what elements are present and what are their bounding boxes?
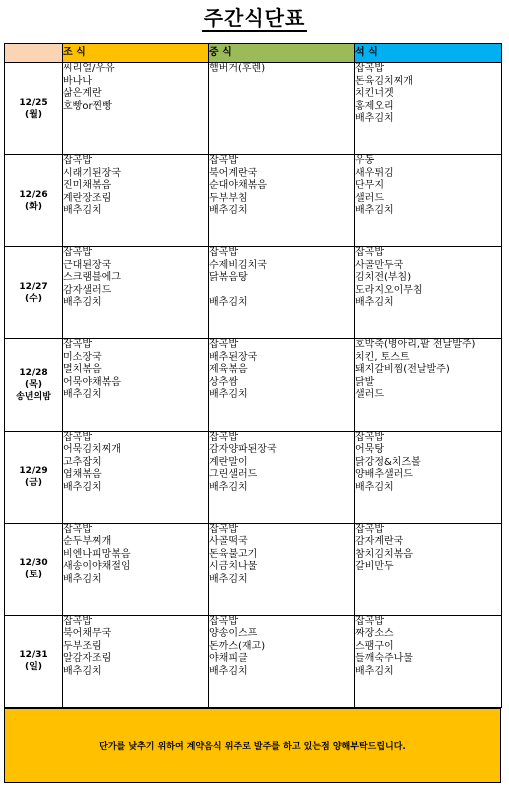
menu-item [209,285,354,298]
menu-item: 두부조림 [63,640,102,652]
breakfast-cell [63,339,209,431]
menu-item: 알감자조림 [63,653,112,665]
menu-item: 잡곡밥 [63,431,92,443]
dinner-cell [355,431,502,523]
menu-item: 닭강정&치즈볼 [355,456,421,468]
date-cell [5,155,63,247]
menu-item: 배추김치 [209,573,248,585]
date-cell [5,339,63,431]
menu-item: 잡곡밥 [63,247,92,259]
menu-item: 어묵야채볶음 [63,376,121,388]
dinner-cell [355,615,502,707]
menu-item: 수제비김치국 [209,259,267,271]
menu-item: 스크램블에그 [63,272,121,284]
menu-item: 진미채볶음 [63,180,112,192]
date-weekday: (토) [25,570,42,581]
menu-item: 잡곡밥 [209,155,238,167]
dinner-header: 석 식 [355,44,502,63]
menu-item: 감자샐러드 [63,284,112,296]
dinner-cell [355,63,502,155]
menu-item: 감자양파된장국 [209,444,277,456]
menu-item: 순대야채볶음 [209,180,267,192]
menu-item: 홍제오리 [355,100,394,112]
menu-item: 배추김치 [209,297,248,309]
menu-item: 배추김치 [355,665,394,677]
menu-item: 샐러드 [355,389,384,401]
menu-item: 순두부찌개 [63,536,112,548]
date-cell [5,615,63,707]
corner-cell [5,44,63,63]
date-note: 송년의밤 [16,391,51,402]
menu-item: 호빵or찐빵 [63,100,112,112]
menu-item: 잡곡밥 [355,63,384,74]
menu-item: 멸치볶음 [63,364,102,376]
menu-item: 감자계란국 [355,536,404,548]
menu-item: 잡곡밥 [355,523,384,535]
footer-notice [4,708,501,783]
menu-item: 닭발 [355,376,375,388]
dinner-cell [355,339,502,431]
breakfast-cell [63,63,209,155]
menu-item: 제육볶음 [209,364,248,376]
day-row [5,247,502,339]
menu-item: 잡곡밥 [209,247,238,259]
menu-item: 계란말이 [209,456,248,468]
menu-item: 도라지오이무침 [355,284,423,296]
menu-item: 배추된장국 [209,351,258,363]
menu-item: 북어채무국 [63,628,112,640]
breakfast-cell [63,247,209,339]
menu-item: 배추김치 [63,389,102,401]
menu-item: 잡곡밥 [209,615,238,627]
menu-item: 잡곡밥 [63,615,92,627]
menu-item: 계란장조림 [63,192,112,204]
menu-item: 사골떡국 [209,536,248,548]
menu-item: 배추김치 [63,573,102,585]
menu-item: 잡곡밥 [63,339,92,351]
menu-item: 양배추샐러드 [355,469,413,481]
date-weekday: (월) [25,109,42,120]
day-row [5,615,502,707]
menu-item: 상추쌈 [209,376,238,388]
footer-text: 단가를 낮추기 위하여 계약음식 위주로 발주를 하고 있는점 양해부탁드립니다. [99,742,406,752]
menu-item: 잡곡밥 [355,431,384,443]
date-weekday: (일) [25,662,42,673]
menu-item: 들깨숙주나물 [355,653,413,665]
menu-item: 김치전(부침) [355,272,412,284]
menu-item: 스팸구이 [355,640,394,652]
menu-item: 배추김치 [209,205,248,217]
lunch-cell [209,155,355,247]
menu-item: 배추김치 [355,113,394,124]
breakfast-cell [63,523,209,615]
lunch-header: 중 식 [209,44,355,63]
menu-item: 단무지 [355,180,384,192]
menu-item: 잡곡밥 [355,247,384,259]
menu-item: 야채피클 [209,653,248,665]
menu-item: 돈까스(재고) [209,640,266,652]
menu-item: 배추김치 [209,665,248,677]
lunch-cell [209,247,355,339]
lunch-cell [209,339,355,431]
date-weekday: (수) [25,293,42,304]
menu-item: 시금치나물 [209,561,258,573]
menu-item: 배추김치 [355,481,394,493]
menu-item: 어묵탕 [355,444,384,456]
header-row [5,44,502,63]
menu-item: 어묵김치찌개 [63,444,121,456]
menu-item: 잡곡밥 [63,155,92,167]
date-date: 12/26 [19,189,48,200]
menu-item: 배추김치 [63,205,102,217]
menu-item: 그린샐러드 [209,469,258,481]
date-cell [5,431,63,523]
menu-item: 호박죽(병아리,팥 전날발주) [355,339,476,351]
day-row [5,523,502,615]
date-weekday: (금) [25,478,42,489]
menu-item: 배추김치 [63,665,102,677]
menu-item: 잡곡밥 [63,523,92,535]
date-cell [5,247,63,339]
menu-item: 사골만두국 [355,259,404,271]
menu-item: 돼지갈비찜(전날발주) [355,364,450,376]
menu-item: 배추김치 [63,297,102,309]
menu-item: 배추김치 [209,389,248,401]
date-cell [5,63,63,155]
menu-item: 치킨너겟 [355,88,394,99]
menu-item: 치킨, 토스트 [355,351,410,363]
menu-item: 배추김치 [355,205,394,217]
menu-item: 잡곡밥 [209,431,238,443]
menu-item: 우동 [355,155,375,167]
menu-item: 닭볶음탕 [209,272,248,284]
date-date: 12/31 [19,650,48,661]
page-title: 주간식단표 [203,6,306,30]
menu-item: 배추김치 [355,297,394,309]
dinner-cell [355,247,502,339]
menu-item: 씨리얼/우유 [63,63,115,74]
menu-item: 엽채볶음 [63,469,102,481]
menu-item: 돈육김치찌개 [355,75,413,87]
menu-table [4,43,502,708]
menu-item: 햄버거(후렌) [209,63,266,74]
date-date: 12/30 [19,558,48,569]
menu-item: 잡곡밥 [209,523,238,535]
date-date: 12/28 [19,367,48,378]
menu-item: 새송이야채절임 [63,561,131,573]
menu-item: 돈육불고기 [209,548,258,560]
lunch-cell [209,63,355,155]
breakfast-cell [63,431,209,523]
lunch-cell [209,431,355,523]
menu-item: 잡곡밥 [209,339,238,351]
day-row [5,339,502,431]
dinner-cell [355,155,502,247]
day-row [5,155,502,247]
lunch-cell [209,615,355,707]
menu-item: 샐러드 [355,192,384,204]
menu-item: 잡곡밥 [355,615,384,627]
day-row [5,431,502,523]
dinner-cell [355,523,502,615]
menu-item: 새우튀김 [355,167,394,179]
date-date: 12/27 [19,281,48,292]
menu-item: 바나나 [63,75,92,87]
menu-item: 양송이스프 [209,628,258,640]
breakfast-cell [63,155,209,247]
menu-item: 갈비만두 [355,561,394,573]
lunch-cell [209,523,355,615]
menu-item: 근대된장국 [63,259,112,271]
date-weekday: (목) [25,379,42,390]
menu-item: 배추김치 [209,481,248,493]
menu-item: 고추잡치 [63,456,102,468]
menu-item: 참치김치볶음 [355,548,413,560]
day-row [5,63,502,155]
date-date: 12/25 [19,97,48,108]
breakfast-header: 조 식 [63,44,209,63]
date-date: 12/29 [19,466,48,477]
date-cell [5,523,63,615]
date-weekday: (화) [25,201,42,212]
menu-item: 비엔나피망볶음 [63,548,131,560]
menu-item: 짜장소스 [355,628,394,640]
menu-item: 북어계란국 [209,167,258,179]
menu-item: 시래기된장국 [63,167,121,179]
breakfast-cell [63,615,209,707]
menu-item: 삶은계란 [63,88,102,99]
menu-item: 미소장국 [63,351,102,363]
menu-item: 두부부침 [209,192,248,204]
menu-item: 배추김치 [63,481,102,493]
